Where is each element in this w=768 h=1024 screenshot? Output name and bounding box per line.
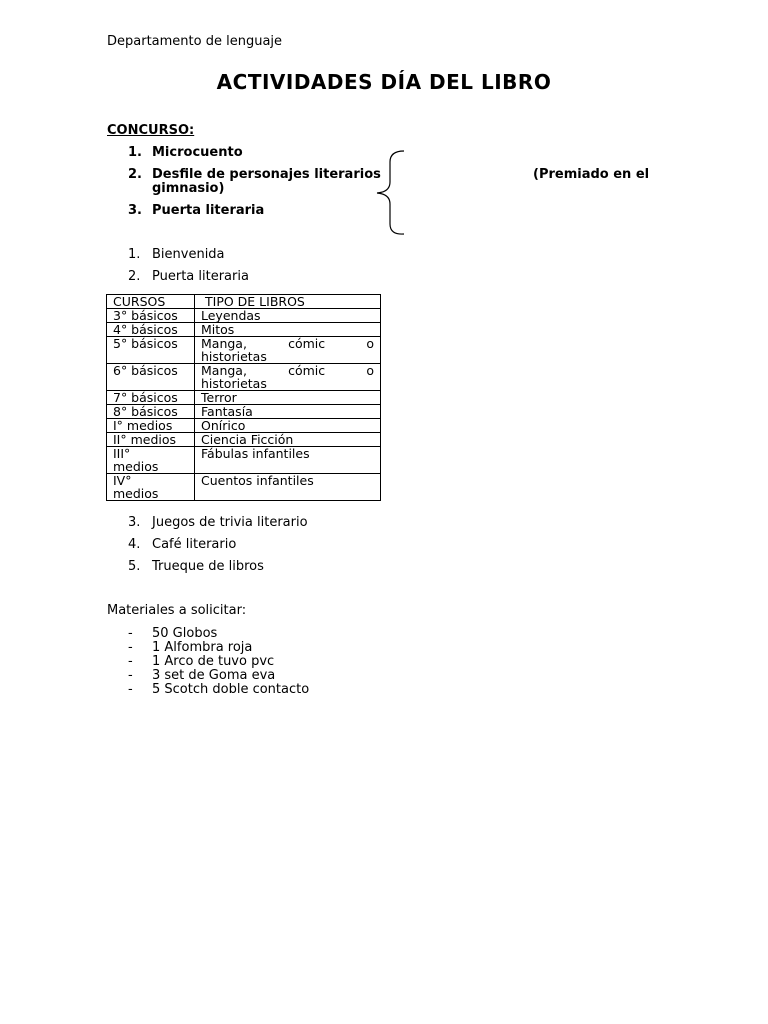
- list-item: 5. Trueque de libros: [128, 559, 264, 574]
- gimnasio-text: gimnasio): [152, 181, 225, 196]
- table-row: 4° básicos Mitos: [107, 323, 381, 337]
- list-item: - 5 Scotch doble contacto: [128, 682, 310, 697]
- concurso-heading: CONCURSO:: [107, 123, 195, 138]
- cursos-table: [106, 294, 381, 501]
- table-row: I° medios Onírico: [107, 419, 381, 433]
- table-header-row: [107, 295, 381, 309]
- table-row: IV° medios Cuentos infantiles: [107, 474, 381, 501]
- table-row: III° medios Fábulas infantiles: [107, 447, 381, 474]
- activities-list-a: [128, 248, 249, 284]
- list-item: 2. Desfile de personajes literarios gimnasio): [128, 167, 381, 196]
- list-item: - 1 Alfombra roja: [128, 640, 253, 655]
- table-row: 8° básicos Fantasía: [107, 405, 381, 419]
- list-item: 1. Microcuento: [128, 145, 243, 160]
- department-label: Departamento de lenguaje: [107, 34, 283, 49]
- column-header: TIPO DE LIBROS: [195, 295, 381, 309]
- list-item: 1. Bienvenida: [128, 247, 225, 262]
- table-row: 6° básicos Manga, cómic o historietas: [107, 364, 381, 391]
- table-row: II° medios Ciencia Ficción: [107, 433, 381, 447]
- list-item: 4. Café literario: [128, 537, 237, 552]
- page-title: ACTIVIDADES DÍA DEL LIBRO: [216, 70, 552, 94]
- activities-list-b: [128, 516, 308, 574]
- concurso-list: [128, 146, 381, 218]
- materiales-list: [128, 627, 309, 697]
- curly-brace-icon: [374, 150, 406, 236]
- premiado-note: (Premiado en el: [533, 167, 650, 182]
- list-item: 3. Puerta literaria: [128, 203, 265, 218]
- table-row: 3° básicos Leyendas: [107, 309, 381, 323]
- table-row: 5° básicos Manga, cómic o historietas: [107, 337, 381, 364]
- list-item: 3. Juegos de trivia literario: [128, 515, 308, 530]
- column-header: CURSOS: [107, 295, 195, 309]
- list-item: - 50 Globos: [128, 626, 218, 641]
- table-row: 7° básicos Terror: [107, 391, 381, 405]
- materiales-heading: Materiales a solicitar:: [107, 603, 247, 618]
- list-item: - 1 Arco de tuvo pvc: [128, 654, 275, 669]
- list-item: - 3 set de Goma eva: [128, 668, 276, 683]
- list-item: 2. Puerta literaria: [128, 269, 249, 284]
